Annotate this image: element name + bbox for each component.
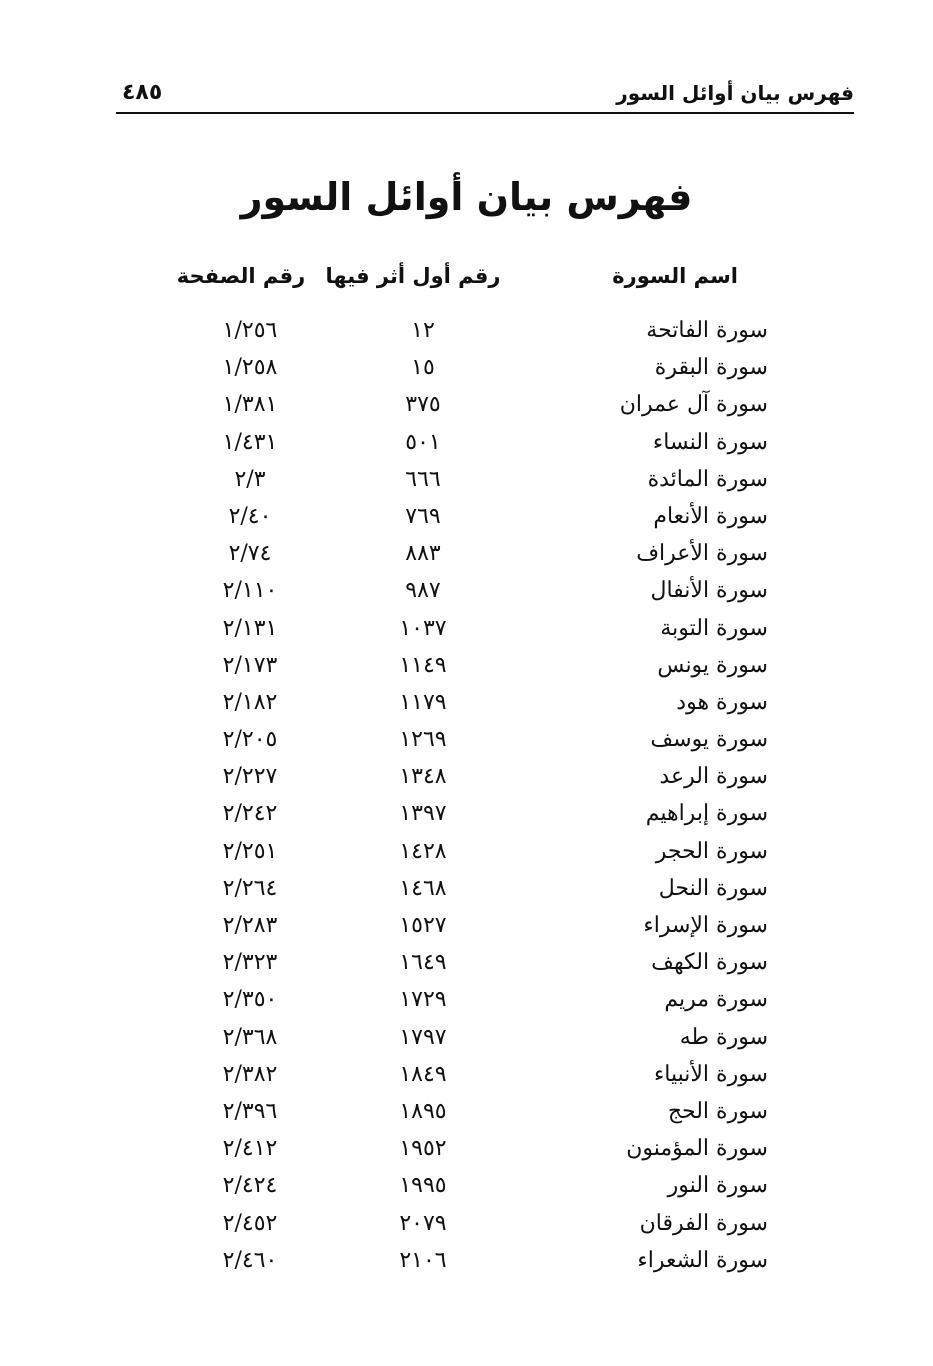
- page-reference: ٢/٣٩٦: [222, 1098, 278, 1124]
- surah-name: سورة المائدة: [647, 466, 768, 492]
- first-athar-number: ١٥٢٧: [399, 913, 447, 938]
- header-first-athar: رقم أول أثر فيها: [325, 264, 501, 288]
- page-reference: ١/٣٨١: [222, 392, 278, 418]
- surah-name: سورة المؤمنون: [626, 1136, 768, 1162]
- page-reference: ٢/١٨٢: [222, 689, 278, 715]
- table-row: [150, 1019, 790, 1056]
- first-athar-number: ١٤٢٨: [399, 838, 447, 864]
- first-athar-number: ١٤٦٨: [399, 875, 447, 901]
- table-row: [150, 907, 790, 944]
- first-athar-number: ١٢٦٩: [399, 727, 447, 753]
- first-athar-number: ١٩٩٥: [399, 1173, 447, 1199]
- page-reference: ٢/٣٨٢: [222, 1061, 278, 1087]
- first-athar-number: ١٢: [411, 318, 435, 343]
- page-reference: ٢/٤٦٠: [222, 1247, 278, 1273]
- surah-name: سورة الحج: [667, 1098, 768, 1124]
- surah-name: سورة الرعد: [659, 764, 768, 790]
- surah-name: سورة البقرة: [654, 355, 768, 381]
- page-reference: ٢/٢٨٣: [222, 913, 278, 938]
- page-reference: ٢/٢٤٢: [222, 801, 278, 827]
- surah-name: سورة النور: [667, 1173, 768, 1199]
- surah-name: سورة الأنفال: [650, 578, 768, 604]
- page-reference: ٢/٢٥١: [222, 838, 278, 864]
- first-athar-number: ٢٠٧٩: [399, 1210, 447, 1236]
- page-reference: ٢/١١٠: [222, 578, 278, 604]
- table-row: [150, 833, 790, 870]
- surah-name: سورة الفاتحة: [646, 318, 768, 343]
- surah-name: سورة الأنبياء: [653, 1061, 768, 1087]
- first-athar-number: ١٧٩٧: [399, 1024, 447, 1050]
- table-row: [150, 572, 790, 609]
- first-athar-number: ١٩٥٢: [399, 1136, 447, 1162]
- table-row: [150, 1093, 790, 1130]
- page-reference: ٢/٣٥٠: [222, 987, 278, 1013]
- first-athar-number: ١٠٣٧: [399, 615, 447, 641]
- first-athar-number: ٥٠١: [405, 429, 441, 455]
- first-athar-number: ١٥: [411, 355, 435, 381]
- surah-name: سورة الأعراف: [636, 541, 768, 567]
- table-row: [150, 1130, 790, 1167]
- table-row: [150, 647, 790, 684]
- surah-name: سورة آل عمران: [619, 392, 768, 418]
- first-athar-number: ٩٨٧: [405, 578, 441, 604]
- table-row: [150, 610, 790, 647]
- table-header-row: [150, 256, 790, 312]
- running-head-title: فهرس بيان أوائل السور: [616, 81, 854, 105]
- first-athar-number: ٦٦٦: [405, 466, 441, 492]
- first-athar-number: ٨٨٣: [405, 541, 441, 567]
- page-reference: ١/٤٣١: [222, 429, 278, 455]
- first-athar-number: ٣٧٥: [405, 392, 441, 418]
- first-athar-number: ١٣٩٧: [399, 801, 447, 827]
- table-row: [150, 1167, 790, 1204]
- surah-name: سورة يوسف: [650, 727, 768, 753]
- header-page-number: رقم الصفحة: [176, 264, 306, 288]
- first-athar-number: ١٣٤٨: [399, 764, 447, 790]
- surah-name: سورة الأنعام: [653, 503, 768, 529]
- table-row: [150, 386, 790, 423]
- page-reference: ٢/١٧٣: [222, 652, 278, 678]
- running-head: [116, 78, 854, 112]
- table-row: [150, 1205, 790, 1242]
- page-reference: ٢/٢٢٧: [222, 764, 278, 790]
- header-surah-name: اسم السورة: [612, 264, 738, 288]
- surah-name: سورة طه: [679, 1024, 768, 1050]
- surah-name: سورة الشعراء: [637, 1247, 768, 1273]
- first-athar-number: ١٦٤٩: [399, 950, 447, 976]
- surah-name: سورة مريم: [664, 987, 768, 1013]
- page-number: ٤٨٥: [122, 80, 163, 105]
- surah-name: سورة هود: [676, 689, 768, 715]
- first-athar-number: ١١٧٩: [399, 689, 447, 715]
- page-reference: ٢/٧٤: [228, 541, 272, 567]
- page-reference: ٢/٤٢٤: [222, 1173, 278, 1199]
- surah-name: سورة الإسراء: [643, 913, 768, 938]
- table-body: [150, 312, 790, 1279]
- page-reference: ٢/٣٦٨: [222, 1024, 278, 1050]
- table-row: [150, 684, 790, 721]
- page-reference: ١/٢٥٨: [222, 355, 278, 381]
- index-title: فهرس بيان أوائل السور: [240, 175, 693, 219]
- table-row: [150, 1242, 790, 1279]
- page-reference: ١/٢٥٦: [222, 318, 278, 343]
- table-row: [150, 981, 790, 1018]
- surah-name: سورة النحل: [658, 875, 768, 901]
- page-reference: ٢/٢٦٤: [222, 875, 278, 901]
- surah-name: سورة النساء: [652, 429, 768, 455]
- surah-name: سورة إبراهيم: [645, 801, 768, 827]
- page-reference: ٢/١٣١: [222, 615, 278, 641]
- surah-name: سورة يونس: [657, 652, 768, 678]
- table-row: [150, 721, 790, 758]
- surah-name: سورة الحجر: [655, 838, 768, 864]
- first-athar-number: ١٨٩٥: [399, 1098, 447, 1124]
- surah-name: سورة الكهف: [651, 950, 768, 976]
- table-row: [150, 349, 790, 386]
- table-row: [150, 1056, 790, 1093]
- table-row: [150, 944, 790, 981]
- surah-index-table: [150, 256, 790, 1279]
- page-reference: ٢/٤١٢: [222, 1136, 278, 1162]
- first-athar-number: ٢١٠٦: [399, 1247, 447, 1273]
- table-row: [150, 312, 790, 349]
- table-row: [150, 758, 790, 795]
- surah-name: سورة الفرقان: [639, 1210, 768, 1236]
- first-athar-number: ٧٦٩: [405, 503, 441, 529]
- first-athar-number: ١٧٢٩: [399, 987, 447, 1013]
- surah-name: سورة التوبة: [660, 615, 768, 641]
- page-reference: ٢/٢٠٥: [222, 727, 278, 753]
- page-reference: ٢/٣: [234, 466, 266, 492]
- page-reference: ٢/٤٠: [228, 503, 272, 529]
- page-reference: ٢/٣٢٣: [222, 950, 278, 976]
- table-row: [150, 424, 790, 461]
- table-row: [150, 498, 790, 535]
- table-row: [150, 870, 790, 907]
- first-athar-number: ١١٤٩: [399, 652, 447, 678]
- table-row: [150, 461, 790, 498]
- table-row: [150, 795, 790, 832]
- table-row: [150, 535, 790, 572]
- header-divider: [116, 112, 854, 114]
- page-reference: ٢/٤٥٢: [222, 1210, 278, 1236]
- first-athar-number: ١٨٤٩: [399, 1061, 447, 1087]
